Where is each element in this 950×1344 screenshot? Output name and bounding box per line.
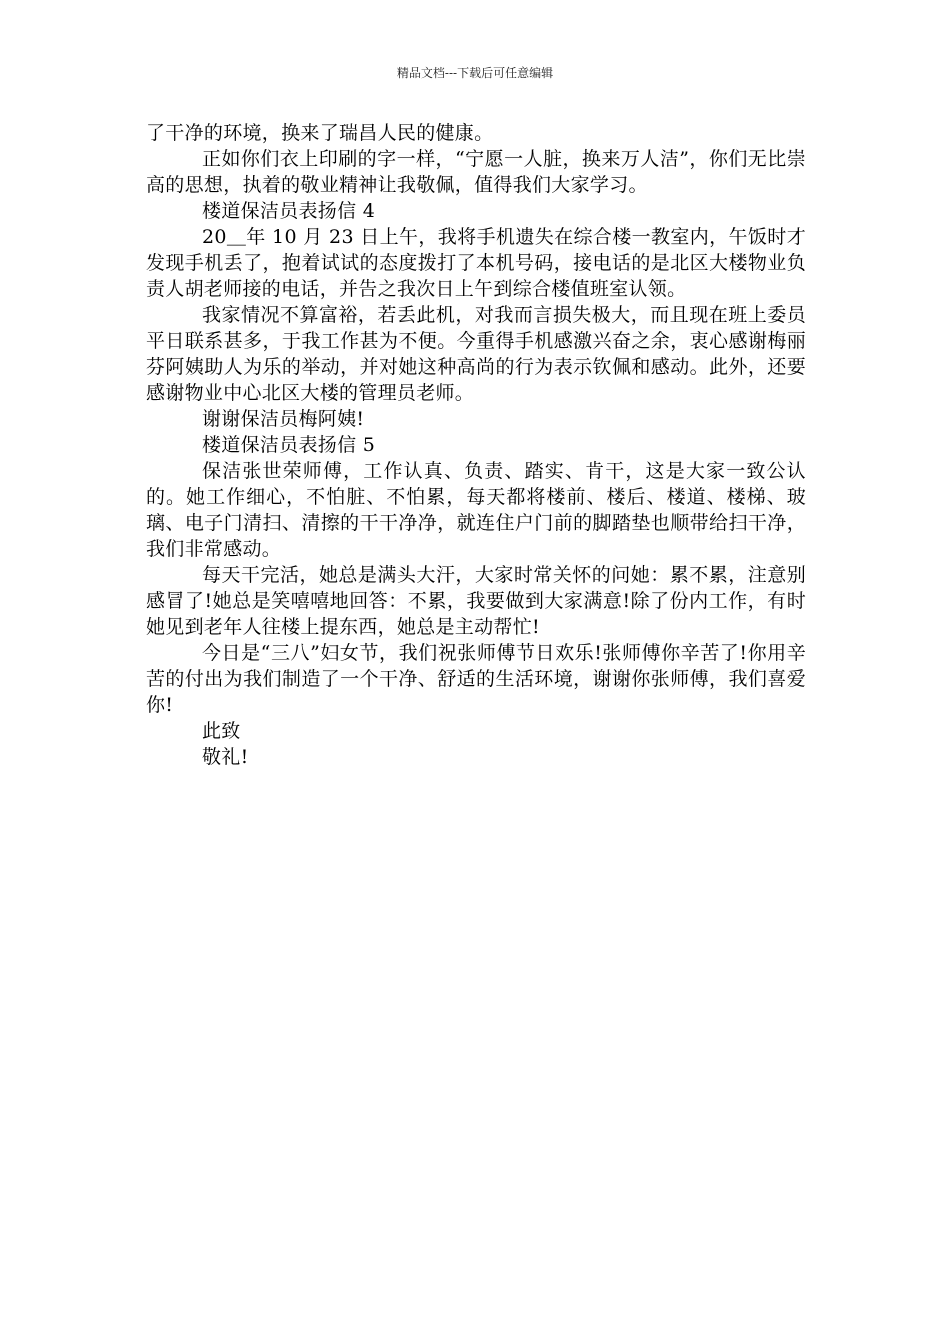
paragraph-lost-phone: 20＿年 10 月 23 日上午，我将手机遗失在综合楼一教室内，午饭时才发现手机丢了，抱着试试的态度拨打了本机号码，接电话的是北区大楼物业负责人胡老师接的电话，并告之我次日上午到综合楼值班室认领。 <box>146 226 806 300</box>
paragraph-slogan: 正如你们衣上印刷的字一样，“宁愿一人脏，换来万人洁”，你们无比崇高的思想，执着的敬业精神让我敬佩，值得我们大家学习。 <box>146 148 806 196</box>
paragraph-cleaner-praise: 保洁张世荣师傅，工作认真、负责、踏实、肯干，这是大家一致公认的。她工作细心，不怕脏、不怕累，每天都将楼前、楼后、楼道、楼梯、玻璃、电子门清扫、清擦的干干净净，就连住户门前的脚踏垫也顺带给扫干净，我们非常感动。 <box>146 460 806 560</box>
document-body <box>146 120 806 770</box>
paragraph-daily-work: 每天干完活，她总是满头大汗，大家时常关怀的问她：累不累，注意别感冒了!她总是笑嘻嘻地回答：不累，我要做到大家满意!除了份内工作，有时她见到老年人往楼上提东西，她总是主动帮忙! <box>146 564 806 638</box>
paragraph-thanks: 谢谢保洁员梅阿姨! <box>202 408 365 430</box>
paragraph-continuation: 了干净的环境，换来了瑞昌人民的健康。 <box>146 122 494 144</box>
letter-heading-4: 楼道保洁员表扬信 4 <box>202 200 376 222</box>
closing-jingli: 敬礼! <box>202 746 249 768</box>
page-header: 精品文档---下载后可任意编辑 <box>396 66 554 80</box>
paragraph-gratitude: 我家情况不算富裕，若丢此机，对我而言损失极大，而且现在班上委员平日联系甚多，于我工作甚为不便。今重得手机感激兴奋之余，衷心感谢梅丽芬阿姨助人为乐的举动，并对她这种高尚的行为表示钦佩和感动。此外，还要感谢物业中心北区大楼的管理员老师。 <box>146 304 806 404</box>
letter-heading-5: 楼道保洁员表扬信 5 <box>202 434 376 456</box>
closing-cizhi: 此致 <box>202 720 241 742</box>
paragraph-womens-day: 今日是“三八”妇女节，我们祝张师傅节日欢乐!张师傅你辛苦了!你用辛苦的付出为我们制造了一个干净、舒适的生活环境，谢谢你张师傅，我们喜爱你! <box>146 642 806 716</box>
